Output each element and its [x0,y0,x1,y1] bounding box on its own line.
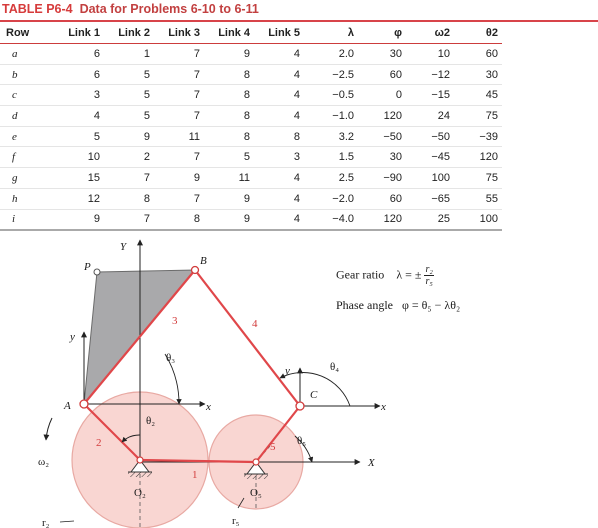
table-cell: 100 [454,209,502,230]
table-body [0,44,502,231]
table-row [0,85,502,106]
table-cell: 5 [204,147,254,168]
label-theta3: θ₃ [166,352,176,364]
table-cell: 9 [104,126,154,147]
table-cell: 9 [204,44,254,65]
row-id-cell: e [0,126,52,147]
joint-O2 [137,457,143,463]
omega2-arrow [46,418,52,440]
joint-O5 [253,459,259,465]
table-cell: 9 [52,209,104,230]
table-cell: 7 [104,209,154,230]
data-table [0,22,502,231]
table-cell: 24 [406,106,454,127]
row-id-cell: b [0,64,52,85]
label-link-4: 4 [252,318,258,330]
table-cell: 10 [406,44,454,65]
label-A: A [64,400,71,412]
table-cell: 5 [104,106,154,127]
table-cell: 2.5 [304,168,358,189]
label-C: C [310,389,318,401]
table-header-row [0,22,502,44]
label-r2: r₂ [42,517,50,528]
table-cell: 4 [52,106,104,127]
table-row [0,188,502,209]
table-cell: 30 [358,44,406,65]
label-r5: r₅ [232,515,240,527]
table-cell: 30 [454,64,502,85]
table-cell: 4 [254,168,304,189]
table-cell: 8 [254,126,304,147]
header-cell: Link 3 [154,22,204,44]
table-cell: 7 [154,64,204,85]
table-cell: 0 [358,85,406,106]
label-O5: O₅ [250,487,262,499]
table-cell: 8 [204,126,254,147]
table-cell: 8 [204,106,254,127]
label-link-1: 1 [192,469,198,481]
label-y-C: y [285,365,290,377]
phase-angle-expression: φ = θ₅ − λθ₂ [401,298,461,312]
row-id-cell: a [0,44,52,65]
table-cell: −0.5 [304,85,358,106]
header-row: Row [0,22,52,44]
header-cell: ω2 [406,22,454,44]
table-number: TABLE P6-4 [2,2,73,16]
table-cell: 3 [254,147,304,168]
label-P: P [84,261,91,273]
table-cell: 6 [52,44,104,65]
table-row [0,147,502,168]
linkage-diagram [0,228,598,528]
table-row [0,44,502,65]
table-cell: 7 [154,147,204,168]
label-link-3: 3 [172,315,178,327]
table-cell: −1.0 [304,106,358,127]
table-cell: 8 [104,188,154,209]
table-cell: 100 [406,168,454,189]
table-cell: 7 [154,106,204,127]
gear-ratio-fraction [424,264,433,287]
table-cell: −12 [406,64,454,85]
table-cell: 4 [254,209,304,230]
table-cell: 120 [358,209,406,230]
joint-C [296,402,304,410]
gear-ratio-label: Gear ratio [336,267,385,282]
row-id-cell: d [0,106,52,127]
label-theta5: θ₅ [297,435,307,447]
header-cell: λ [304,22,358,44]
table-cell: 60 [358,188,406,209]
table-row [0,106,502,127]
header-cell: Link 5 [254,22,304,44]
label-omega2: ω₂ [38,456,50,468]
table-cell: 7 [154,85,204,106]
table-cell: 5 [104,64,154,85]
table-cell: 8 [204,85,254,106]
label-theta4: θ₄ [330,361,340,373]
table-cell: 5 [52,126,104,147]
table-cell: 2 [104,147,154,168]
table-cell: 12 [52,188,104,209]
label-link-2: 2 [96,437,102,449]
table-cell: 7 [154,44,204,65]
table-cell: 5 [104,85,154,106]
gear-ratio-denominator: r₅ [425,276,433,287]
row-id-cell: c [0,85,52,106]
label-x-C: x [381,401,386,413]
table-cell: 30 [358,147,406,168]
header-cell: Link 4 [204,22,254,44]
table-cell: 9 [154,168,204,189]
table-row [0,209,502,230]
label-theta2: θ₂ [146,415,156,427]
table-cell: −2.0 [304,188,358,209]
table-cell: −50 [358,126,406,147]
table-cell: 60 [358,64,406,85]
row-id-cell: i [0,209,52,230]
table-row [0,168,502,189]
table-cell: 3.2 [304,126,358,147]
table-cell: −65 [406,188,454,209]
table-cell: 45 [454,85,502,106]
label-y-A: y [70,331,75,343]
header-cell: φ [358,22,406,44]
label-B: B [200,255,207,267]
table-cell: 1.5 [304,147,358,168]
gear-ratio-expression: λ = ± [396,267,422,282]
table-row [0,126,502,147]
table-cell: 4 [254,44,304,65]
table-cell: 60 [454,44,502,65]
gear-ratio-numerator: r₂ [425,264,433,275]
phase-angle-label: Phase angle [336,298,393,312]
table-cell: −2.5 [304,64,358,85]
row-id-cell: f [0,147,52,168]
table-cell: 75 [454,106,502,127]
row-id-cell: h [0,188,52,209]
table-cell: 4 [254,64,304,85]
joint-B [192,267,199,274]
table-cell: 4 [254,106,304,127]
table-cell: 10 [52,147,104,168]
joint-A [80,400,88,408]
table-cell: 2.0 [304,44,358,65]
table-cell: 120 [358,106,406,127]
table-caption: Data for Problems 6-10 to 6-11 [79,2,259,16]
table-cell: 4 [254,85,304,106]
phase-angle-formula [336,298,460,313]
table-cell: 15 [52,168,104,189]
table-cell: −4.0 [304,209,358,230]
table-cell: −50 [406,126,454,147]
r2-leader [60,521,74,522]
table-cell: 7 [104,168,154,189]
table-cell: 55 [454,188,502,209]
header-cell: θ2 [454,22,502,44]
table-cell: −45 [406,147,454,168]
label-X: X [368,457,375,469]
table-cell: 8 [204,64,254,85]
table-cell: −39 [454,126,502,147]
table-cell: 8 [154,209,204,230]
table-cell: −90 [358,168,406,189]
link-4 [195,270,300,406]
table-cell: 11 [154,126,204,147]
table-title [2,2,259,16]
table-cell: 75 [454,168,502,189]
table-cell: 3 [52,85,104,106]
table-cell: 6 [52,64,104,85]
label-Y: Y [120,241,127,253]
joint-P [94,269,100,275]
table-cell: 120 [454,147,502,168]
label-x-A: x [206,401,211,413]
table-cell: −15 [406,85,454,106]
table-cell: 9 [204,209,254,230]
table-cell: 11 [204,168,254,189]
gear-ratio-formula [336,264,434,287]
table-cell: 7 [154,188,204,209]
header-cell: Link 2 [104,22,154,44]
table-row [0,64,502,85]
table-cell: 25 [406,209,454,230]
table-cell: 9 [204,188,254,209]
row-id-cell: g [0,168,52,189]
label-O2: O₂ [134,487,146,499]
table-cell: 1 [104,44,154,65]
label-link-5: 5 [270,441,276,453]
header-cell: Link 1 [52,22,104,44]
table-cell: 4 [254,188,304,209]
